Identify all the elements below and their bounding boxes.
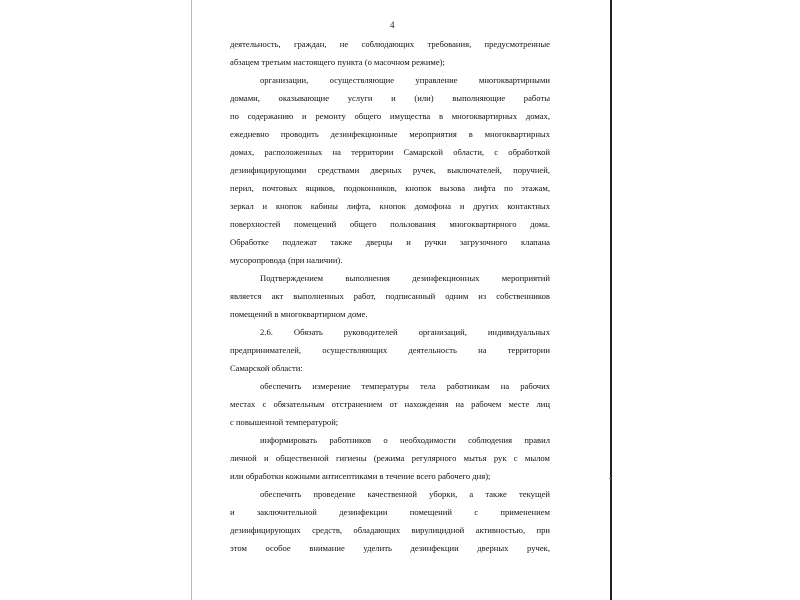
text-line: предпринимателей, осуществляющих деятельность на территории bbox=[230, 345, 550, 355]
page-number: 4 bbox=[390, 20, 395, 30]
text-line: организации, осуществляющие управление многоквартирными bbox=[260, 75, 550, 85]
text-line: домами, оказывающие услуги и (или) выполняющие работы bbox=[230, 93, 550, 103]
text-line: абзацем третьим настоящего пункта (о масочном режиме); bbox=[230, 57, 445, 67]
text-line: или обработки кожными антисептиками в течение всего рабочего дня); bbox=[230, 471, 491, 481]
text-line: Подтверждением выполнения дезинфекционных мероприятий bbox=[260, 273, 550, 283]
text-line: 2.6. Обязать руководителей организаций, индивидуальных bbox=[260, 327, 550, 337]
text-line: местах с обязательным отстранением от нахождения на рабочем месте лиц bbox=[230, 399, 550, 409]
text-line: деятельность, граждан, не соблюдающих требования, предусмотренные bbox=[230, 39, 550, 49]
text-line: Обработке подлежат также дверцы и ручки загрузочного клапана bbox=[230, 237, 550, 247]
text-line: этом особое внимание уделить дезинфекции дверных ручек, bbox=[230, 543, 550, 553]
text-line: обеспечить проведение качественной уборки, а также текущей bbox=[260, 489, 550, 499]
text-line: личной и общественной гигиены (режима регулярного мытья рук с мылом bbox=[230, 453, 550, 463]
text-line: дезинфицирующих средств, обладающих вирулицидной активностью, при bbox=[230, 525, 550, 535]
text-line: домах, расположенных на территории Самарской области, с обработкой bbox=[230, 147, 550, 157]
text-line: с повышенной температурой; bbox=[230, 417, 339, 427]
scan-speck bbox=[609, 478, 611, 479]
text-line: ежедневно проводить дезинфекционные мероприятия в многоквартирных bbox=[230, 129, 550, 139]
text-line: является акт выполненных работ, подписанный одним из собственников bbox=[230, 291, 550, 301]
text-line: и заключительной дезинфекции помещений с применением bbox=[230, 507, 550, 517]
text-line: дезинфицирующими средствами дверных ручек, выключателей, поручней, bbox=[230, 165, 550, 175]
text-line: поверхностей помещений общего пользования многоквартирного дома. bbox=[230, 219, 550, 229]
text-line: зеркал и кнопок кабины лифта, кнопок домофона и других контактных bbox=[230, 201, 550, 211]
text-line: Самарской области: bbox=[230, 363, 303, 373]
text-line: помещений в многоквартирном доме. bbox=[230, 309, 368, 319]
document-page bbox=[191, 0, 612, 600]
text-line: перил, почтовых ящиков, подоконников, кнопок вызова лифта по этажам, bbox=[230, 183, 550, 193]
text-line: информировать работников о необходимости соблюдения правил bbox=[260, 435, 550, 445]
text-line: мусоропровода (при наличии). bbox=[230, 255, 343, 265]
text-line: обеспечить измерение температуры тела работникам на рабочих bbox=[260, 381, 550, 391]
text-line: по содержанию и ремонту общего имущества в многоквартирных домах, bbox=[230, 111, 550, 121]
